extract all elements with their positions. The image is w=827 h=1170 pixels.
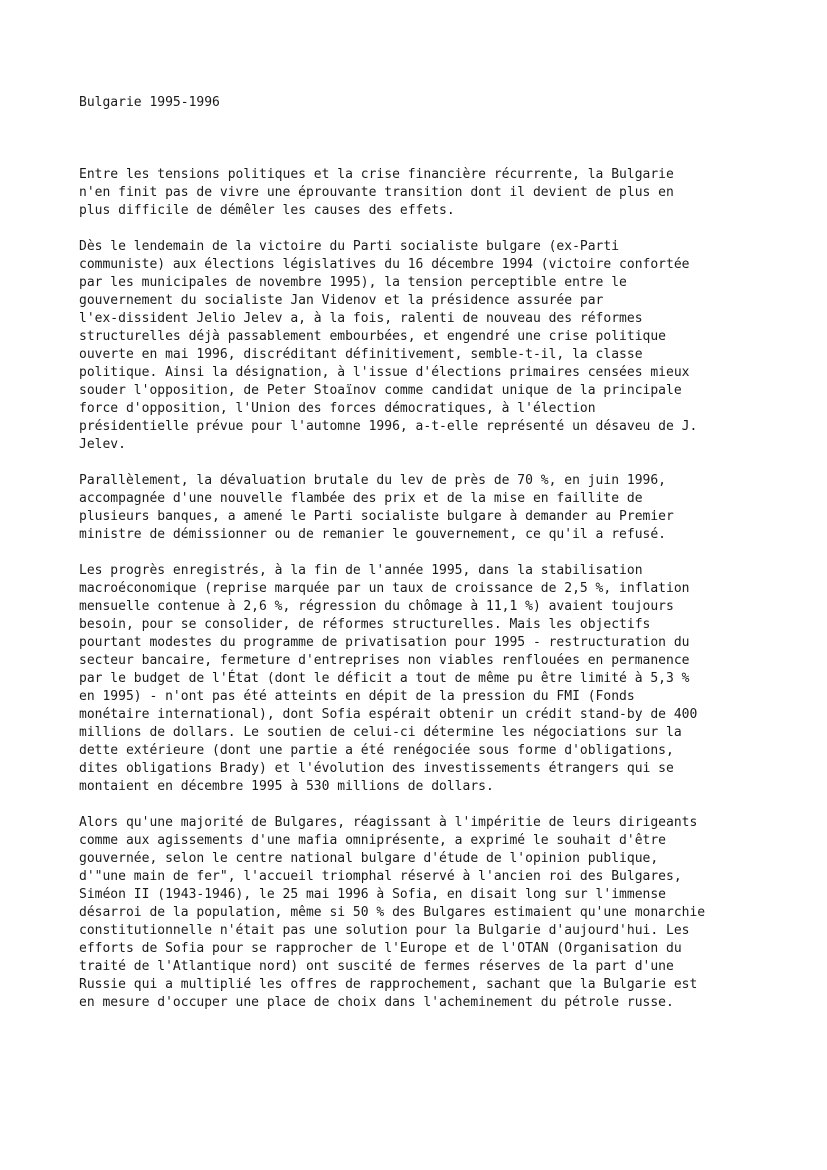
text-line: besoin, pour se consolider, de réformes structurelles. Mais les objectifs: [79, 617, 651, 632]
text-line: traité de l'Atlantique nord) ont suscité de fermes réserves de la part d'une: [79, 959, 674, 974]
text-line: l'ex-dissident Jelio Jelev a, à la fois, ralenti de nouveau des réformes: [79, 311, 643, 326]
text-line: Dès le lendemain de la victoire du Parti socialiste bulgare (ex-Parti: [79, 239, 620, 254]
text-line: pourtant modestes du programme de privatisation pour 1995 - restructuration du: [79, 635, 690, 650]
text-line: plusieurs banques, a amené le Parti socialiste bulgare à demander au Premier: [79, 509, 674, 524]
text-line: dette extérieure (dont une partie a été renégociée sous forme d'obligations,: [79, 743, 674, 758]
text-line: en 1995) - n'ont pas été atteints en dépit de la pression du FMI (Fonds: [79, 689, 635, 704]
text-line: monétaire international), dont Sofia espérait obtenir un crédit stand-by de 400: [79, 707, 698, 722]
text-line: communiste) aux élections législatives du 16 décembre 1994 (victoire confortée: [79, 257, 690, 272]
text-line: macroéconomique (reprise marquée par un taux de croissance de 2,5 %, inflation: [79, 581, 690, 596]
paragraph: [79, 814, 779, 1012]
text-line: par les municipales de novembre 1995), la tension perceptible entre le: [79, 275, 627, 290]
text-line: millions de dollars. Le soutien de celui-ci détermine les négociations sur la: [79, 725, 682, 740]
text-line: plus difficile de démêler les causes des effets.: [79, 203, 455, 218]
text-line: politique. Ainsi la désignation, à l'issue d'élections primaires censées mieux: [79, 365, 690, 380]
text-line: ouverte en mai 1996, discréditant définitivement, semble-t-il, la classe: [79, 347, 643, 362]
document-body: [79, 166, 779, 1012]
document-title: Bulgarie 1995-1996: [79, 95, 220, 110]
text-line: en mesure d'occuper une place de choix dans l'acheminement du pétrole russe.: [79, 995, 674, 1010]
text-line: mensuelle contenue à 2,6 %, régression du chômage à 11,1 %) avaient toujours: [79, 599, 674, 614]
paragraph: [79, 472, 779, 544]
text-line: efforts de Sofia pour se rapprocher de l'Europe et de l'OTAN (Organisation du: [79, 941, 682, 956]
text-line: Jelev.: [79, 437, 126, 452]
text-line: désarroi de la population, même si 50 % des Bulgares estimaient qu'une monarchie: [79, 905, 706, 920]
text-line: secteur bancaire, fermeture d'entreprises non viables renflouées en permanence: [79, 653, 690, 668]
text-line: ministre de démissionner ou de remanier le gouvernement, ce qu'il a refusé.: [79, 527, 666, 542]
text-line: Les progrès enregistrés, à la fin de l'année 1995, dans la stabilisation: [79, 563, 643, 578]
text-line: Russie qui a multiplié les offres de rapprochement, sachant que la Bulgarie est: [79, 977, 698, 992]
text-line: Entre les tensions politiques et la crise financière récurrente, la Bulgarie: [79, 167, 674, 182]
paragraph: [79, 562, 779, 796]
text-line: par le budget de l'État (dont le déficit a tout de même pu être limité à 5,3 %: [79, 671, 690, 686]
paragraph: [79, 166, 779, 220]
text-line: structurelles déjà passablement embourbées, et engendré une crise politique: [79, 329, 666, 344]
text-line: montaient en décembre 1995 à 530 millions de dollars.: [79, 779, 494, 794]
text-line: constitutionnelle n'était pas une solution pour la Bulgarie d'aujourd'hui. Les: [79, 923, 690, 938]
text-line: accompagnée d'une nouvelle flambée des prix et de la mise en faillite de: [79, 491, 643, 506]
text-line: gouvernement du socialiste Jan Videnov et la présidence assurée par: [79, 293, 604, 308]
text-line: Parallèlement, la dévaluation brutale du lev de près de 70 %, en juin 1996,: [79, 473, 666, 488]
text-line: d'"une main de fer", l'accueil triomphal réservé à l'ancien roi des Bulgares,: [79, 869, 682, 884]
document-page: [79, 94, 779, 1030]
text-line: souder l'opposition, de Peter Stoaïnov comme candidat unique de la principale: [79, 383, 682, 398]
paragraph: [79, 238, 779, 454]
text-line: gouvernée, selon le centre national bulgare d'étude de l'opinion publique,: [79, 851, 659, 866]
text-line: comme aux agissements d'une mafia omniprésente, a exprimé le souhait d'être: [79, 833, 666, 848]
text-line: présidentielle prévue pour l'automne 1996, a-t-elle représenté un désaveu de J.: [79, 419, 698, 434]
text-line: n'en finit pas de vivre une éprouvante transition dont il devient de plus en: [79, 185, 674, 200]
text-line: Alors qu'une majorité de Bulgares, réagissant à l'impéritie de leurs dirigeants: [79, 815, 698, 830]
text-line: dites obligations Brady) et l'évolution des investissements étrangers qui se: [79, 761, 674, 776]
text-line: force d'opposition, l'Union des forces démocratiques, à l'élection: [79, 401, 596, 416]
text-line: Siméon II (1943-1946), le 25 mai 1996 à Sofia, en disait long sur l'immense: [79, 887, 666, 902]
